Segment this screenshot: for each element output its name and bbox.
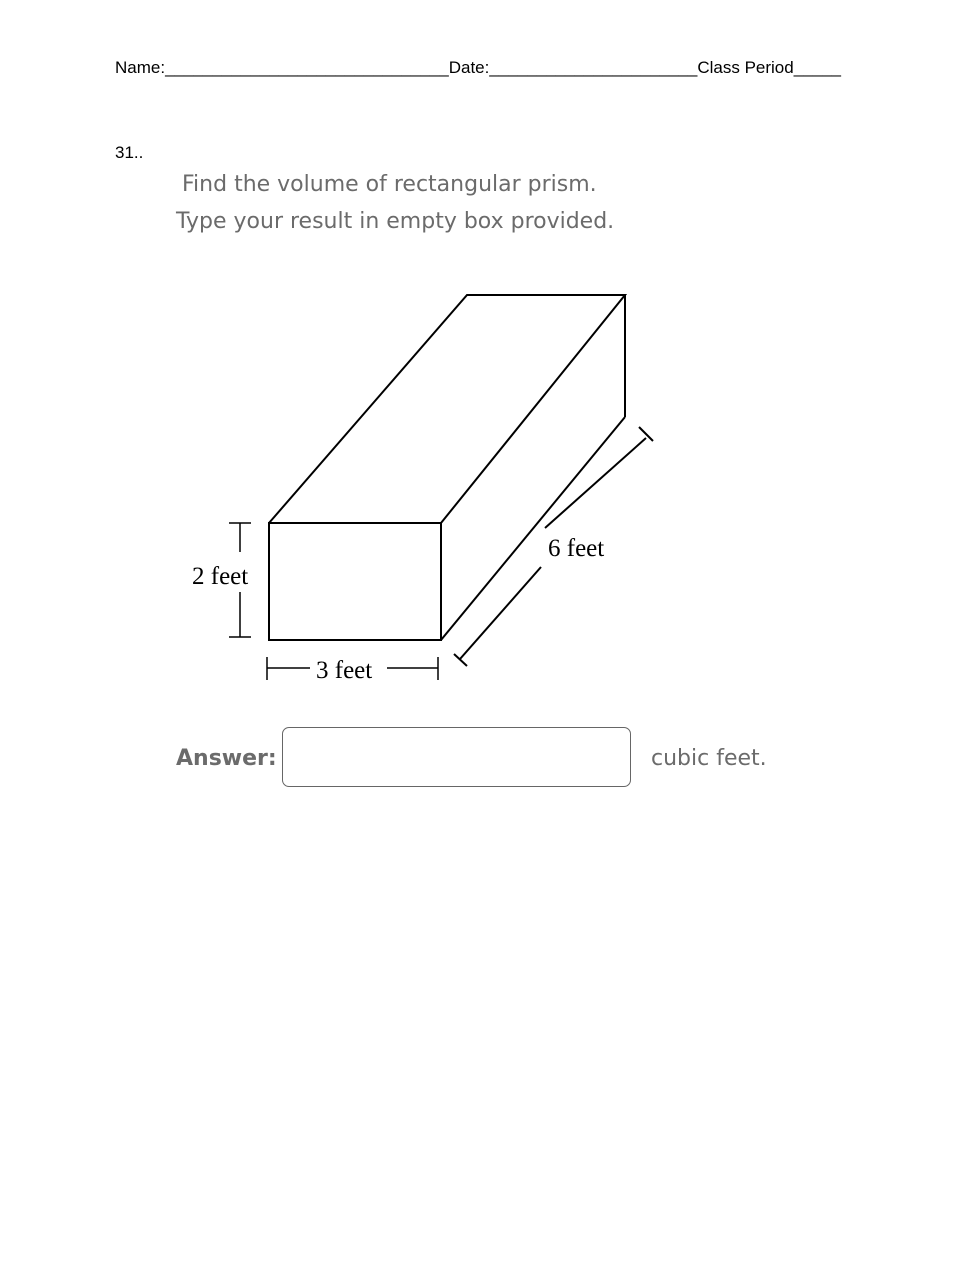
header-fields: Name:______________________________Date:______________________Class Period_____ [115,58,841,77]
prism-bottom-right-edge [441,417,625,640]
answer-input[interactable] [282,727,631,787]
answer-label: Answer: [176,746,277,771]
prism-front-face [269,523,441,640]
width-label: 3 feet [316,657,373,684]
question-prompt-line-2: Type your result in empty box provided. [176,209,615,234]
prism-outline [269,295,625,640]
question-prompt-line-1: Find the volume of rectangular prism. [182,172,597,197]
prism-top-face [269,295,625,523]
height-label: 2 feet [192,563,249,590]
answer-unit: cubic feet. [651,746,767,771]
question-number: 31.. [115,143,144,162]
length-label: 6 feet [548,535,605,562]
